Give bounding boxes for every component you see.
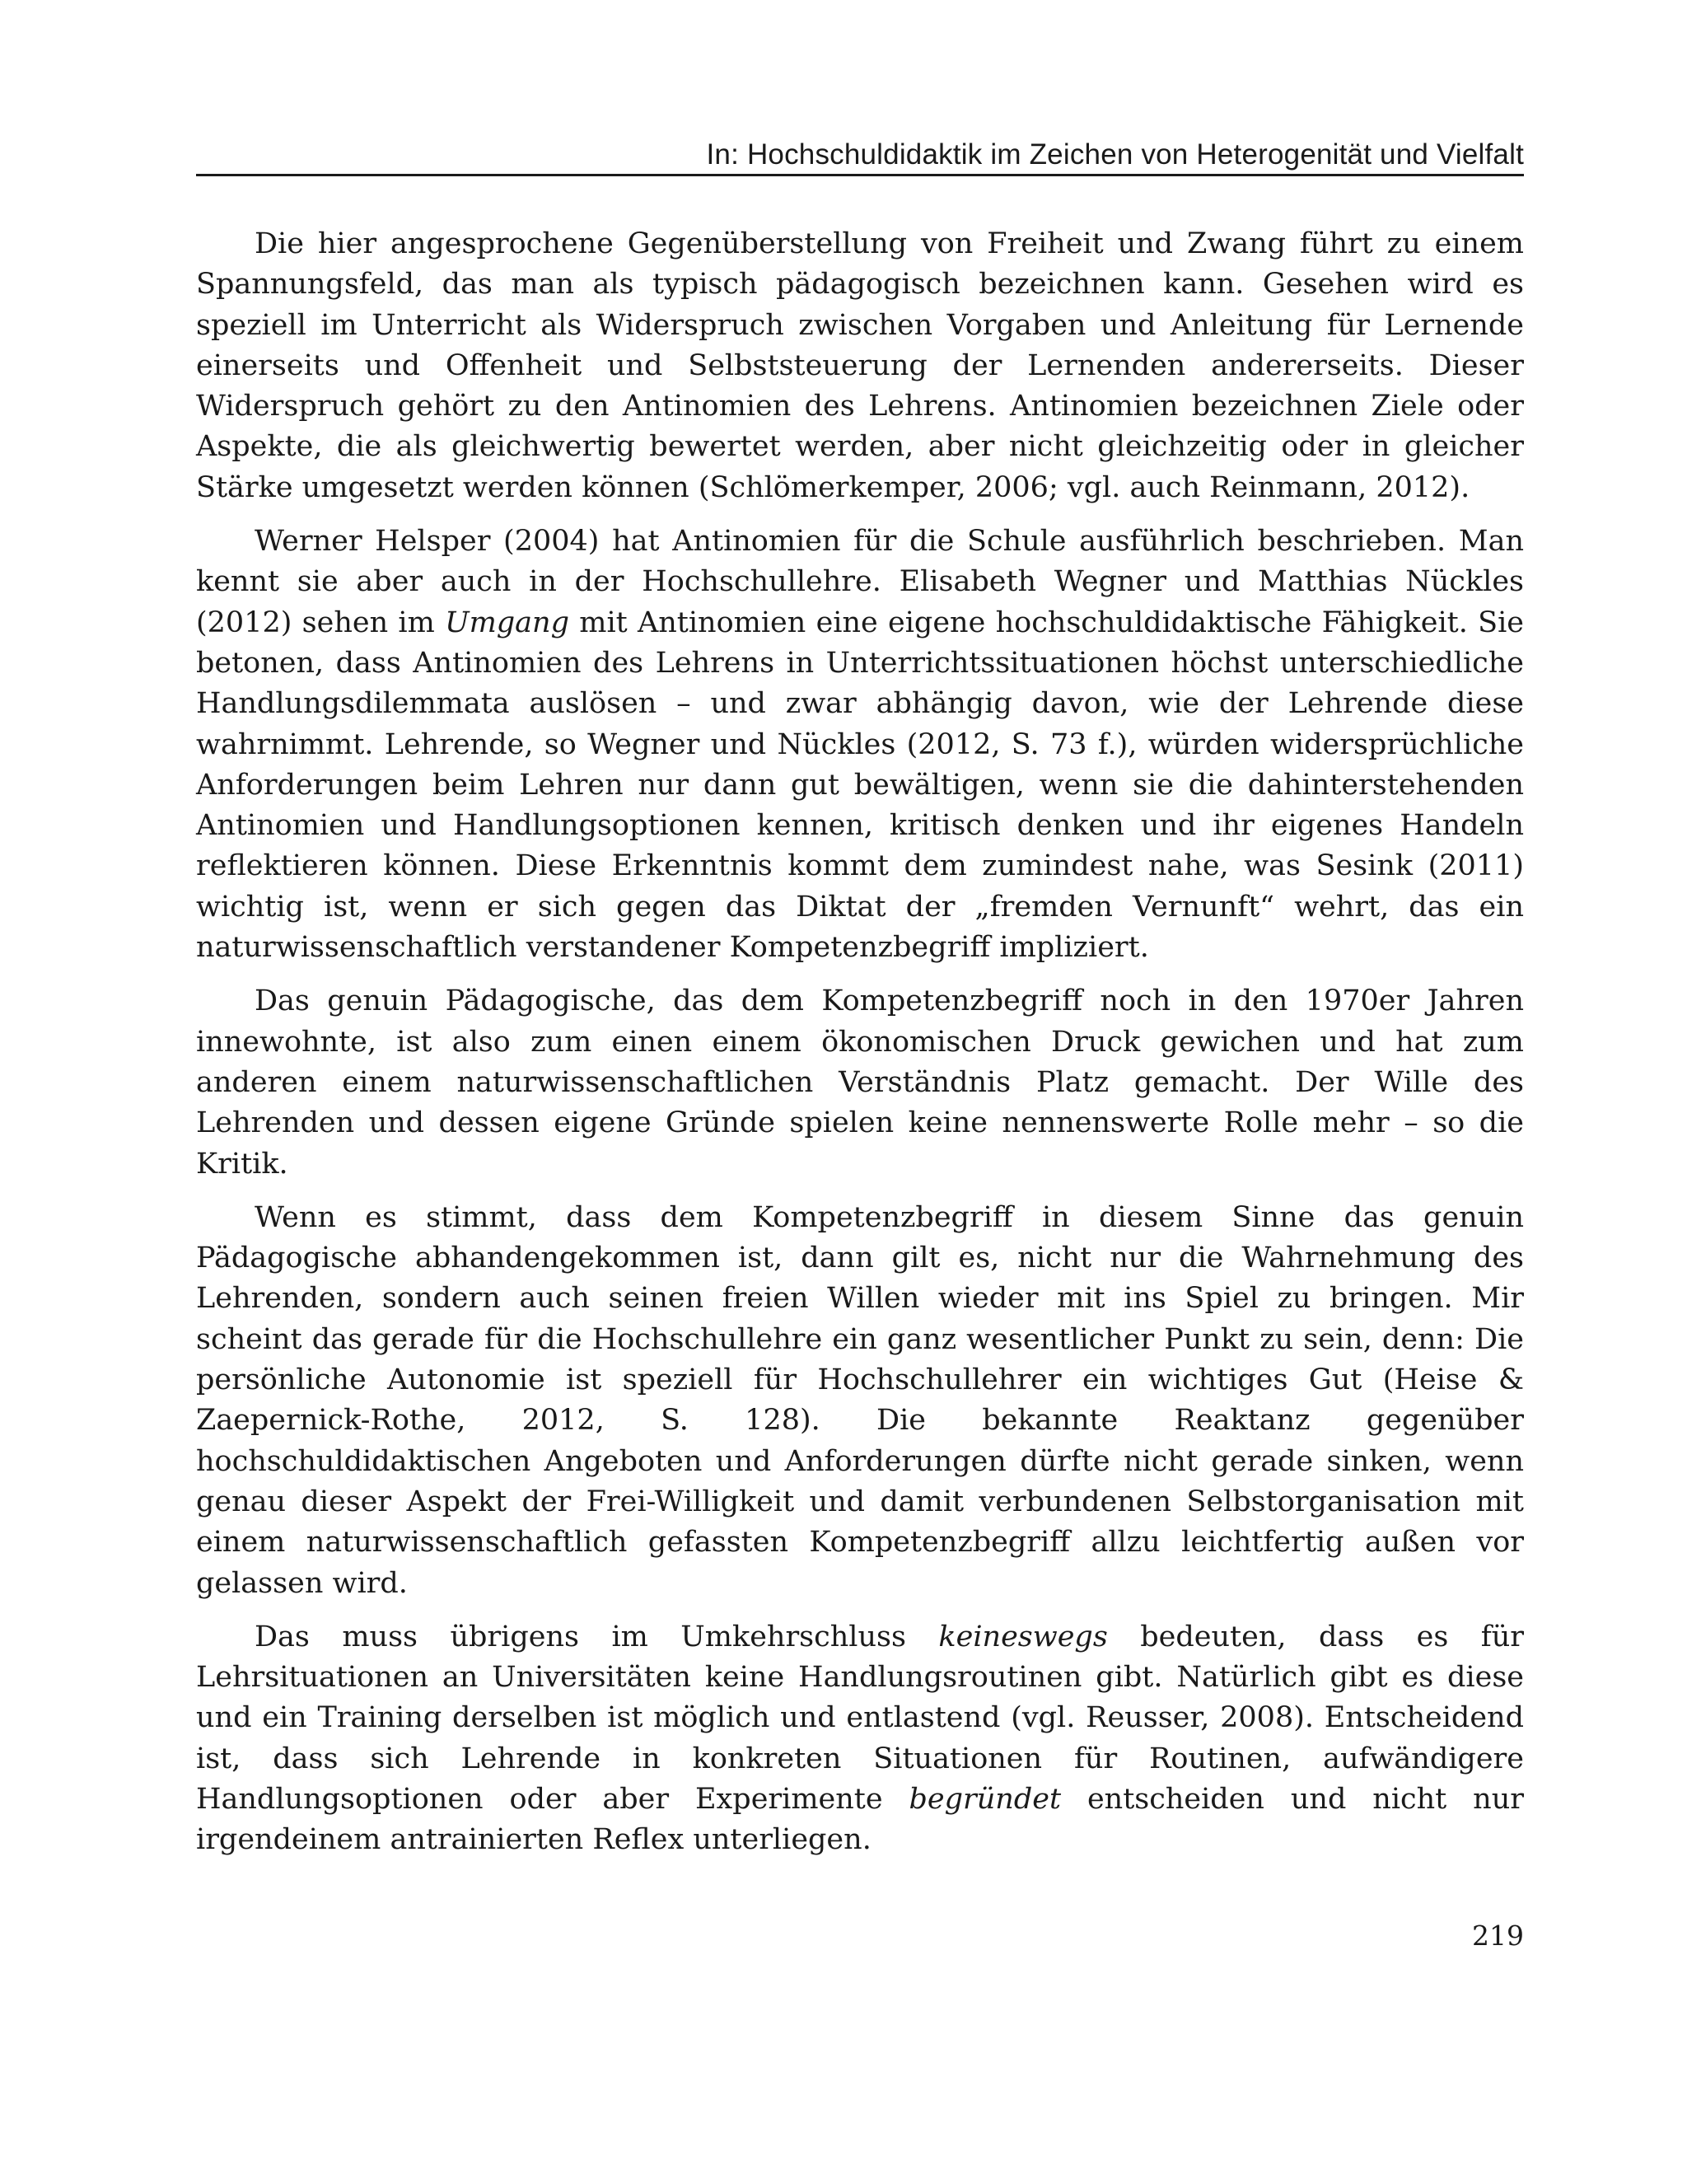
paragraph-1: Die hier angesprochene Gegenüberstellung von Freiheit und Zwang führt zu einem Spannungsfeld, das man als typisch pädagogisch bezeichnen kann. Gesehen wird es speziell im Unterricht als Widerspruch zwischen Vorgaben und Anleitung für Lernende einerseits und Offenheit und Selbststeuerung der Lernenden andererseits. Dieser Widerspruch gehört zu den Antinomien des Lehrens. Antinomien bezeichnen Ziele oder Aspekte, die als gleichwertig bewertet werden, aber nicht gleichzeitig oder in gleicher Stärke umgesetzt werden können (Schlömerkemper, 2006; vgl. auch Reinmann, 2012). bbox=[196, 227, 1524, 504]
paragraph-4: Wenn es stimmt, dass dem Kompetenzbegriff in diesem Sinne das genuin Pädagogische abhandengekommen ist, dann gilt es, nicht nur die Wahrnehmung des Lehrenden, sondern auch seinen freien Willen wieder mit ins Spiel zu bringen. Mir scheint das gerade für die Hochschullehre ein ganz wesentlicher Punkt zu sein, denn: Die persönliche Autonomie ist speziell für Hochschullehrer ein wichtiges Gut (Heise & Zaepernick-Rothe, 2012, S. 128). Die bekannte Reaktanz gegenüber hochschuldidaktischen Angeboten und Anforderungen dürfte nicht gerade sinken, wenn genau dieser Aspekt der Frei-Willigkeit und damit verbundenen Selbstorganisation mit einem naturwissenschaftlich gefassten Kompetenzbegriff allzu leichtfertig außen vor gelassen wird. bbox=[196, 1200, 1524, 1600]
paragraph-5-emphasis-2: begründet bbox=[909, 1782, 1062, 1816]
page-number: 219 bbox=[1472, 1920, 1524, 1952]
paragraph-5 bbox=[196, 1617, 1524, 1861]
paragraph-3: Das genuin Pädagogische, das dem Kompetenzbegriff noch in den 1970er Jahren innewohnte, ist also zum einen einem ökonomischen Druck gewichen und hat zum anderen einem naturwissenschaftlichen Verständnis Platz gemacht. Der Wille des Lehrenden und dessen eigene Gründe spielen keine nennenswerte Rolle mehr – so die Kritik. bbox=[196, 984, 1524, 1181]
paragraph-2-part-2: mit Antinomien eine eigene hochschuldidaktische Fähigkeit. Sie betonen, dass Antinomien des Lehrens in Unterrichtssituationen höchst unterschiedliche Handlungsdilemmata auslösen – und zwar abhängig davon, wie der Lehrende diese wahrnimmt. Lehrende, so Wegner und Nückles (2012, S. 73 f.), würden widersprüchliche Anforderungen beim Lehren nur dann gut bewältigen, wenn sie die dahinterstehenden Antinomien und Handlungsoptionen kennen, kritisch denken und ihr eigenes Handeln reflektieren können. Diese Erkenntnis kommt dem zumindest nahe, was Sesink (2011) wichtig ist, wenn er sich gegen das Diktat der „fremden Vernunft“ wehrt, das ein naturwissenschaftlich verstandener Kompetenzbegriff impliziert. bbox=[196, 606, 1524, 965]
paragraph-5-part-1: Das muss übrigens im Umkehrschluss bbox=[255, 1620, 939, 1653]
running-head-title: In: Hochschuldidaktik im Zeichen von Heterogenität und Vielfalt bbox=[706, 138, 1524, 171]
paragraph-5-part-2: bedeuten, dass es für Lehrsituationen an Universitäten keine Handlungsroutinen gibt. Natürlich gibt es diese und ein Training derselben ist möglich und entlastend (vgl. Reusser, 2008). Entscheidend ist, dass sich Lehrende in konkreten Situationen für Routinen, aufwändigere Handlungsoptionen oder aber Experimente bbox=[196, 1620, 1524, 1816]
paragraph-2-emphasis: Umgang bbox=[445, 606, 569, 639]
paragraph-2-part-1: Werner Helsper (2004) hat Antinomien für die Schule ausführlich beschrieben. Man kennt sie aber auch in der Hochschullehre. Elisabeth Wegner und Matthias Nückles (2012) sehen im bbox=[196, 525, 1524, 639]
main-text bbox=[196, 224, 1524, 1874]
paragraph-2 bbox=[196, 521, 1524, 968]
paragraph-5-part-3: entscheiden und nicht nur irgendeinem antrainierten Reflex unterliegen. bbox=[196, 1782, 1524, 1857]
header-rule bbox=[196, 174, 1524, 176]
paragraph-5-emphasis-1: keineswegs bbox=[938, 1620, 1108, 1653]
